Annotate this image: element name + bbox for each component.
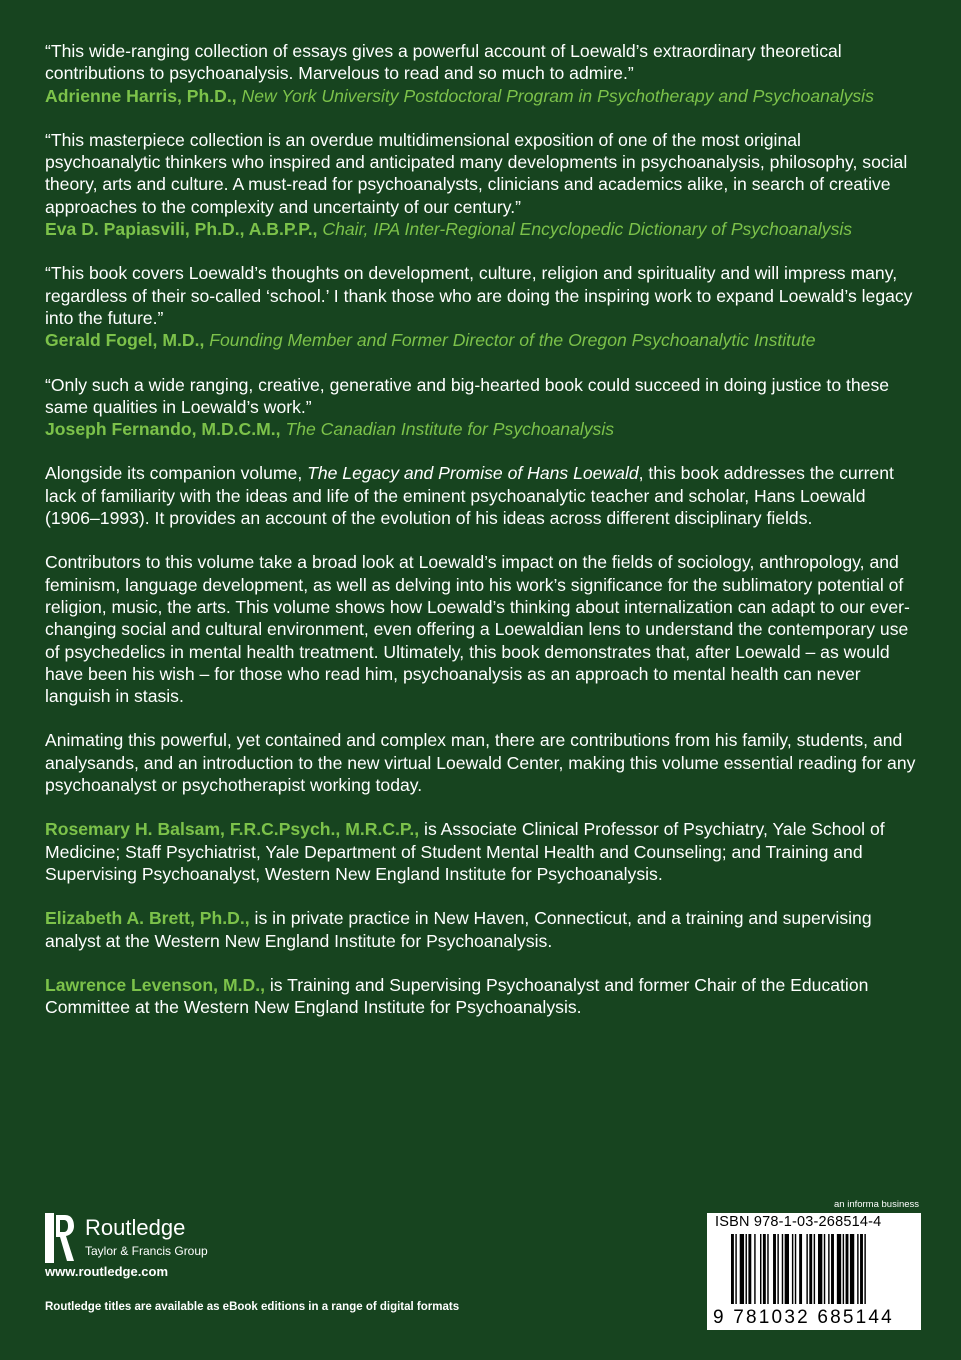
barcode-bar (799, 1234, 802, 1304)
editor-bio-2: Elizabeth A. Brett, Ph.D., is in private practice in New Haven, Connecticut, and a training and supervising analyst at the Western New England Institute for Psychoanalysis. (45, 908, 872, 951)
barcode-bar (748, 1234, 751, 1304)
companion-volume-title: The Legacy and Promise of Hans Loewald (307, 463, 639, 484)
barcode-bar (754, 1234, 755, 1304)
barcode-bar (785, 1234, 789, 1304)
routledge-logo-icon (45, 1213, 75, 1263)
endorser-affiliation: New York University Postdoctoral Program in Psychotherapy and Psychoanalysis (241, 85, 874, 106)
endorsement-2 (45, 129, 921, 240)
editor-name: Elizabeth A. Brett, Ph.D., (45, 908, 250, 929)
barcode-bar (740, 1234, 744, 1304)
barcode-bar (860, 1234, 863, 1304)
barcode-bar (806, 1234, 807, 1304)
barcode-bar (843, 1234, 844, 1304)
barcode-bar (735, 1234, 736, 1304)
publisher-logo (45, 1213, 245, 1265)
barcode-digits: 9 781032 685144 (713, 1307, 894, 1328)
publisher-group: Taylor & Francis Group (85, 1244, 208, 1258)
description-paragraph-1: Alongside its companion volume, The Legacy and Promise of Hans Loewald, this book addresses the current lack of familiarity with the ideas and life of the eminent psychoanalytic teacher and scholar, Hans Loewald (1906–1993). It provides an account of the evolution of his ideas across different disciplinary fields. (45, 463, 894, 529)
barcode-bar (831, 1234, 834, 1304)
endorser-name: Eva D. Papiasvili, Ph.D., A.B.P.P., (45, 219, 318, 240)
barcode-bar (824, 1234, 825, 1304)
endorsement-text: “Only such a wide ranging, creative, generative and big-hearted book could succeed in doing justice to these same qualities in Loewald’s work.” (45, 374, 890, 417)
endorser-name: Gerald Fogel, M.D., (45, 330, 205, 351)
barcode-bar (818, 1234, 822, 1304)
barcode-bar (792, 1234, 793, 1304)
editor-bio-1: Rosemary H. Balsam, F.R.C.Psych., M.R.C.P., is Associate Clinical Professor of Psychiatry, Yale School of Medicine; Staff Psychiatrist, Yale Department of Student Mental Health and Counseling; and Training and Supervising Psychoanalyst, Western New England Institute for Psychoanalysis. (45, 819, 885, 884)
editor-name: Lawrence Levenson, M.D., (45, 974, 265, 995)
editor-bio-3: Lawrence Levenson, M.D., is Training and Supervising Psychoanalyst and former Chair of the Education Committee at the Western New England Institute for Psychoanalysis. (45, 974, 869, 1018)
barcode-bar (773, 1234, 776, 1304)
barcode-bar (731, 1234, 734, 1304)
editor-name: Rosemary H. Balsam, F.R.C.Psych., M.R.C.P., (45, 819, 420, 840)
barcode-bar (782, 1234, 783, 1304)
barcode-bar (828, 1234, 829, 1304)
endorser-affiliation: Founding Member and Former Director of the Oregon Psychoanalytic Institute (209, 330, 816, 351)
barcode-bar (763, 1234, 766, 1304)
barcode-bar (814, 1234, 815, 1304)
endorser-affiliation: Chair, IPA Inter-Regional Encyclopedic Dictionary of Psychoanalysis (322, 219, 853, 240)
barcode-bar (850, 1234, 854, 1304)
endorsement-4 (45, 374, 921, 441)
endorsement-3 (45, 262, 921, 351)
endorsement-text: “This wide-ranging collection of essays gives a powerful account of Loewald’s extraordinary theoretical contributions to psychoanalysis. Marvelous to read and so much to admire.” (45, 41, 842, 84)
barcode-bar (837, 1234, 841, 1304)
endorsement-text: “This masterpiece collection is an overdue multidimensional exposition of one of the most original psychoanalytic thinkers who inspired and anticipated many developments in psychoanalysis, philosophy, social theory, arts and culture. A must-read for psychoanalysts, clinicians and academics alike, in search of creative approaches to the complexity and uncertainty of our century.” (45, 129, 908, 217)
informa-tagline: an informa business (834, 1199, 920, 1210)
barcode-bar (795, 1234, 796, 1304)
barcode-bar (846, 1234, 849, 1304)
isbn-barcode (707, 1213, 921, 1330)
endorser-name: Joseph Fernando, M.D.C.M., (45, 419, 281, 440)
endorsement-1 (45, 40, 921, 107)
barcode-bar (857, 1234, 858, 1304)
barcode-bar (760, 1234, 761, 1304)
isbn-label: ISBN 978-1-03-268514-4 (715, 1214, 882, 1230)
back-cover-text (45, 40, 921, 1040)
publisher-name: Routledge (85, 1215, 186, 1240)
endorsement-text: “This book covers Loewald’s thoughts on development, culture, religion and spirituality and will impress many, regardless of their so-called ‘school.’ I thank those who are doing the inspiring work to expand Loewald’s legacy into the future.” (45, 263, 913, 328)
barcode-bar (767, 1234, 768, 1304)
publisher-website[interactable]: www.routledge.com (45, 1264, 169, 1279)
barcode-icon (731, 1234, 903, 1304)
barcode-bar (777, 1234, 778, 1304)
barcode-bar (746, 1234, 747, 1304)
barcode-bar (809, 1234, 812, 1304)
cover-footer (45, 1199, 921, 1333)
ebook-note: Routledge titles are available as eBook editions in a range of digital formats (45, 1301, 460, 1313)
barcode-bar (864, 1234, 865, 1304)
endorser-affiliation: The Canadian Institute for Psychoanalysis (285, 419, 615, 440)
description-paragraph-2: Contributors to this volume take a broad look at Loewald’s impact on the fields of sociology, anthropology, and feminism, language development, as well as delving into his work’s significance for the sublimatory potential of religion, music, the arts. This volume shows how Loewald’s thinking about internalization can adapt to our ever-changing social and cultural environment, even offering a Loewaldian lens to understand the contemporary use of psychedelics in mental health treatment. Ultimately, this book demonstrates that, after Loewald – as would have been his wish – for those who read him, psychoanalysis as an approach to mental health can never languish in stasis. (45, 552, 910, 707)
description-paragraph-3: Animating this powerful, yet contained and complex man, there are contributions from his family, students, and analysands, and an introduction to the new virtual Loewald Center, making this volume essential reading for any psychoanalyst or psychotherapist working today. (45, 730, 916, 796)
endorser-name: Adrienne Harris, Ph.D., (45, 85, 237, 106)
